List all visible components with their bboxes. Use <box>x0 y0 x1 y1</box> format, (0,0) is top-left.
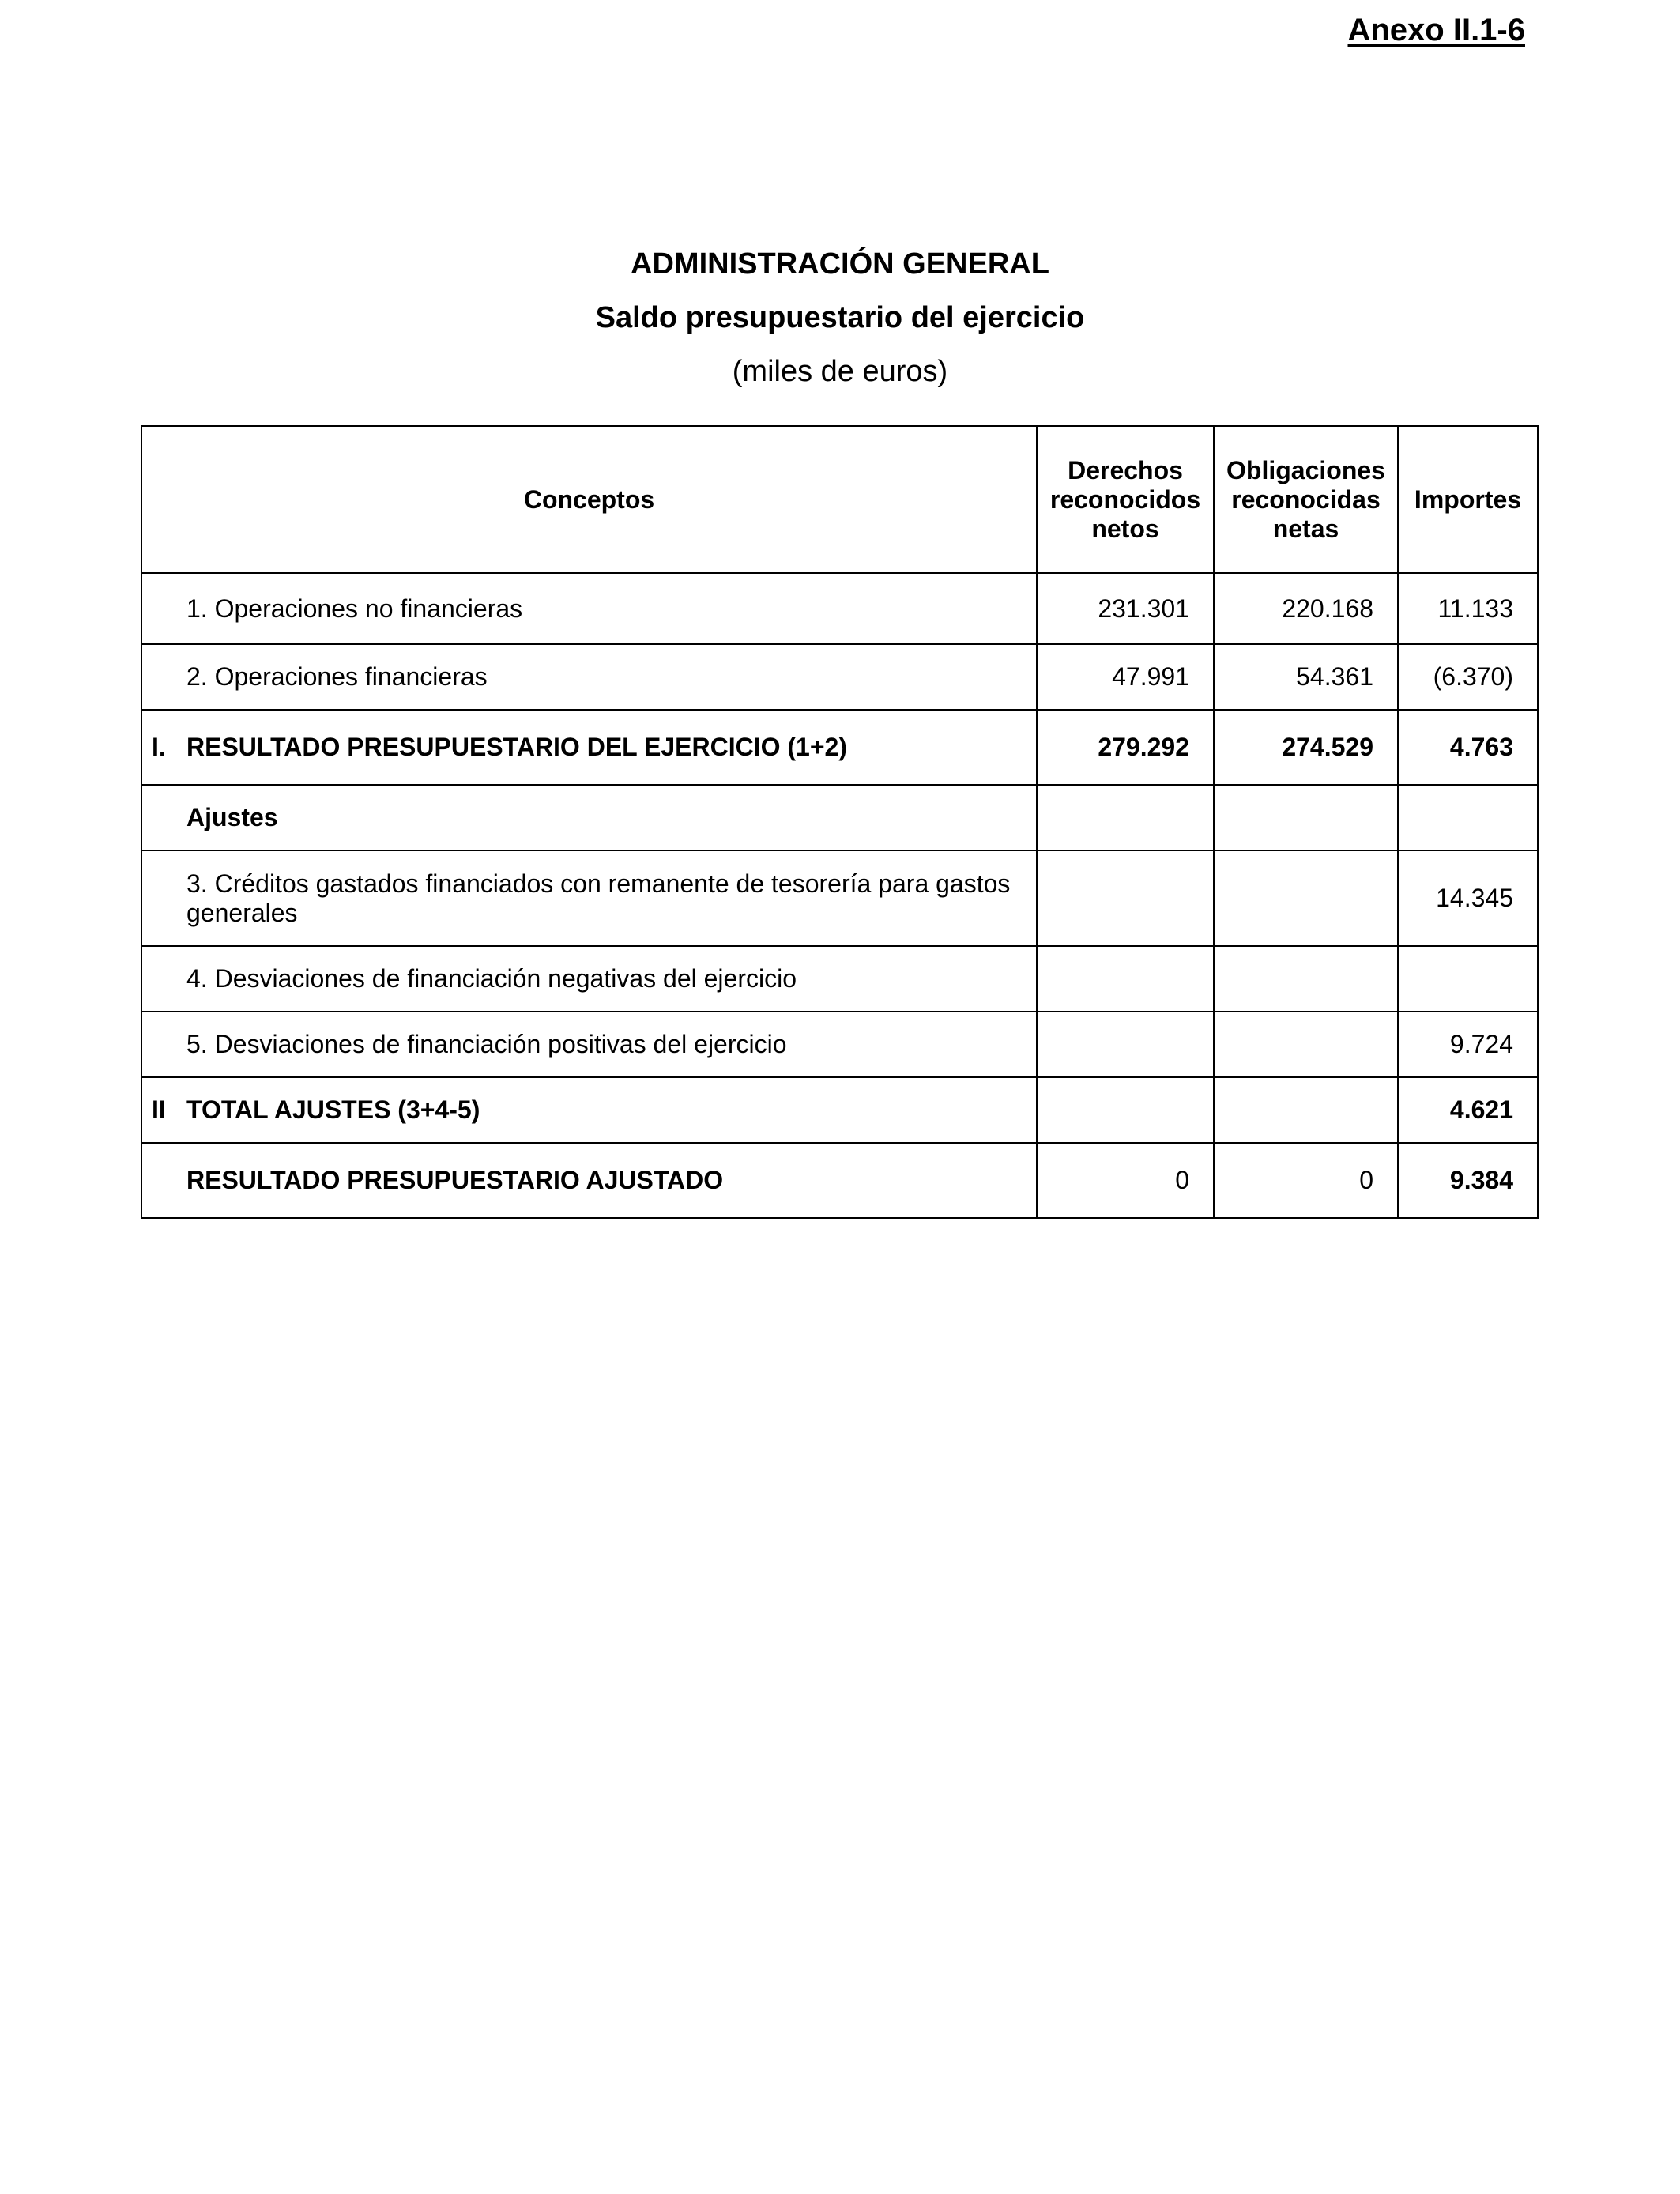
header-obligations: Obligaciones reconocidas netas <box>1214 426 1398 573</box>
table-row <box>141 644 1538 710</box>
row-label: TOTAL AJUSTES (3+4-5) <box>186 1095 480 1124</box>
row-label: Ajustes <box>186 803 278 831</box>
rights-value: 279.292 <box>1037 710 1214 785</box>
header-rights: Derechos reconocidos netos <box>1037 426 1214 573</box>
concept-cell <box>141 850 1037 946</box>
concept-cell <box>141 710 1037 785</box>
amount-value: (6.370) <box>1398 644 1538 710</box>
table-row <box>141 1143 1538 1218</box>
obligations-value <box>1214 785 1398 850</box>
table-header-row <box>141 426 1538 573</box>
rights-value <box>1037 785 1214 850</box>
table-row <box>141 1077 1538 1143</box>
header-concepts: Conceptos <box>141 426 1037 573</box>
rights-value: 231.301 <box>1037 573 1214 644</box>
table-row <box>141 710 1538 785</box>
obligations-value <box>1214 1012 1398 1077</box>
header-amounts: Importes <box>1398 426 1538 573</box>
obligations-value: 54.361 <box>1214 644 1398 710</box>
table-row <box>141 850 1538 946</box>
table-row <box>141 573 1538 644</box>
page-title: ADMINISTRACIÓN GENERAL <box>631 247 1049 281</box>
concept-cell <box>141 1143 1037 1218</box>
amount-value <box>1398 946 1538 1012</box>
obligations-value: 0 <box>1214 1143 1398 1218</box>
rights-value: 0 <box>1037 1143 1214 1218</box>
amount-value: 11.133 <box>1398 573 1538 644</box>
concept-cell <box>141 573 1037 644</box>
amount-value: 9.384 <box>1398 1143 1538 1218</box>
amount-value: 9.724 <box>1398 1012 1538 1077</box>
row-label: 4. Desviaciones de financiación negativas del ejercicio <box>186 964 797 993</box>
concept-cell <box>141 1077 1037 1143</box>
units-note: (miles de euros) <box>732 355 948 388</box>
table-row <box>141 946 1538 1012</box>
rights-value: 47.991 <box>1037 644 1214 710</box>
row-label: 5. Desviaciones de financiación positivas del ejercicio <box>186 1030 787 1058</box>
rights-value <box>1037 946 1214 1012</box>
row-label: 1. Operaciones no financieras <box>186 594 523 623</box>
row-number: I. <box>152 733 166 761</box>
annex-label: Anexo II.1-6 <box>1347 13 1525 47</box>
row-label: 2. Operaciones financieras <box>186 662 488 691</box>
table-row <box>141 785 1538 850</box>
row-label: 3. Créditos gastados financiados con remanente de tesorería para gastos generales <box>186 869 1011 927</box>
amount-value: 4.621 <box>1398 1077 1538 1143</box>
obligations-value <box>1214 1077 1398 1143</box>
amount-value: 14.345 <box>1398 850 1538 946</box>
concept-cell <box>141 785 1037 850</box>
budget-table <box>141 425 1539 1219</box>
rights-value <box>1037 850 1214 946</box>
obligations-value: 274.529 <box>1214 710 1398 785</box>
row-label: RESULTADO PRESUPUESTARIO AJUSTADO <box>186 1166 724 1194</box>
rights-value <box>1037 1012 1214 1077</box>
title-block <box>0 237 1680 398</box>
concept-cell <box>141 946 1037 1012</box>
page-subtitle: Saldo presupuestario del ejercicio <box>595 301 1085 334</box>
amount-value: 4.763 <box>1398 710 1538 785</box>
row-number: II <box>152 1095 166 1124</box>
obligations-value <box>1214 850 1398 946</box>
obligations-value: 220.168 <box>1214 573 1398 644</box>
table-row <box>141 1012 1538 1077</box>
concept-cell <box>141 644 1037 710</box>
obligations-value <box>1214 946 1398 1012</box>
rights-value <box>1037 1077 1214 1143</box>
amount-value <box>1398 785 1538 850</box>
concept-cell <box>141 1012 1037 1077</box>
row-label: RESULTADO PRESUPUESTARIO DEL EJERCICIO (1+2) <box>186 733 847 761</box>
